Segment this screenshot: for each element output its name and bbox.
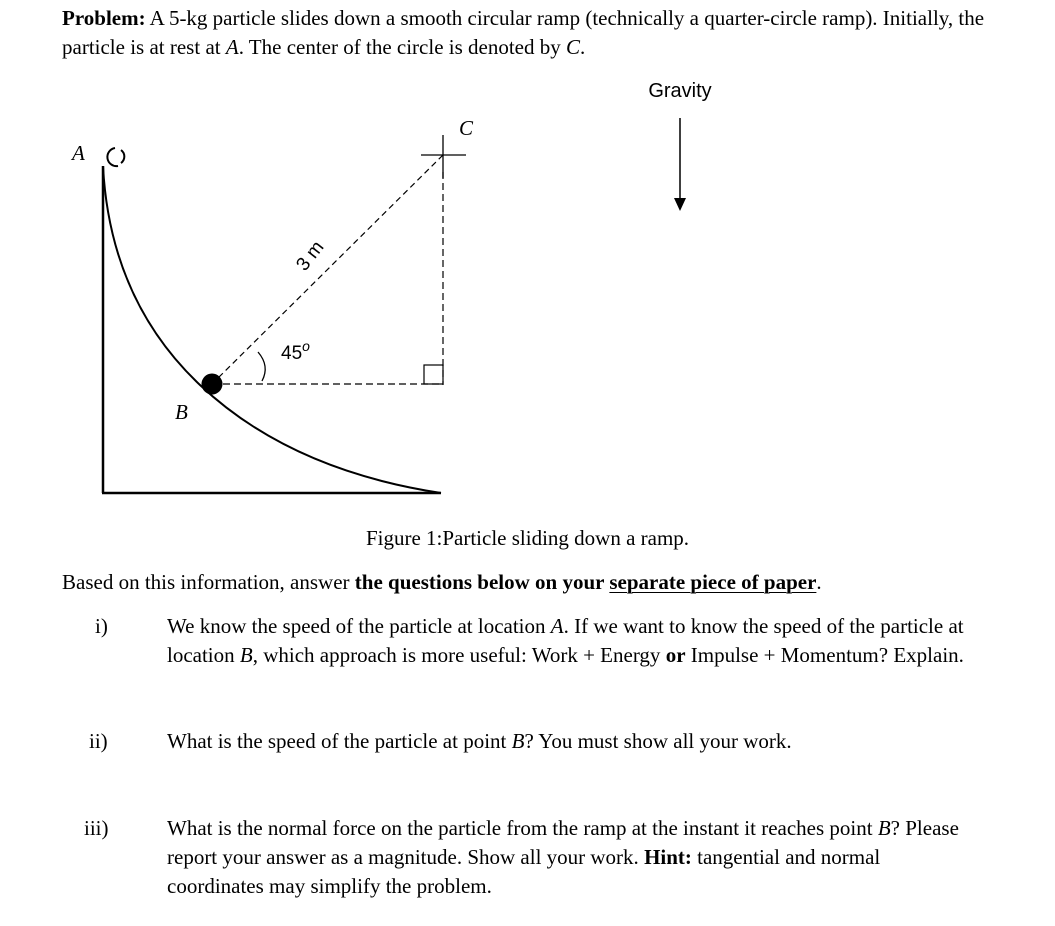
problem-statement: Problem: A 5-kg particle slides down a smooth circular ramp (technically a quarter-circle ramp). Initially, the particle is at rest at A. The center of the circle is denoted by C. — [62, 6, 985, 59]
angle-label: 45$^o$ — [281, 338, 310, 364]
question-3-text: What is the normal force on the particle from the ramp at the instant it reaches point B? Please report your answer as a magnitude. Show all your work. Hint: tangential and normal coordinates may simplify the problem. — [167, 816, 959, 898]
label-b: B — [175, 400, 188, 424]
question-1-number: i) — [95, 614, 108, 638]
ramp-curve — [103, 166, 441, 493]
gravity-arrow-icon — [674, 118, 686, 211]
point-a-ref: A — [225, 35, 239, 59]
question-3-number: iii) — [84, 816, 109, 840]
particle-b — [202, 374, 223, 395]
particle-a-icon — [107, 148, 118, 166]
instructions: Based on this information, answer the questions below on your separate piece of paper. — [62, 570, 822, 594]
question-1-text: We know the speed of the particle at location A. If we want to know the speed of the particle at location B, which approach is more useful: Work + Energy or Impulse + Momentum? Explain. — [167, 614, 964, 667]
radius-line — [212, 155, 443, 384]
right-angle-marker — [424, 365, 443, 384]
gravity-label: Gravity — [648, 80, 712, 102]
point-c-ref: C — [566, 35, 581, 59]
radius-label: 3 m — [292, 237, 329, 276]
figure-caption: Figure 1:Particle sliding down a ramp. — [365, 526, 690, 550]
label-c: C — [459, 116, 474, 140]
question-2-text: What is the speed of the particle at point B? You must show all your work. — [167, 729, 792, 753]
label-a: A — [72, 141, 85, 165]
question-2-number: ii) — [89, 729, 108, 753]
angle-arc — [258, 352, 265, 381]
center-c-crosshair-icon — [421, 135, 466, 178]
separate-paper-emphasis: separate piece of paper — [609, 570, 817, 594]
problem-lead: Problem: — [62, 6, 146, 30]
